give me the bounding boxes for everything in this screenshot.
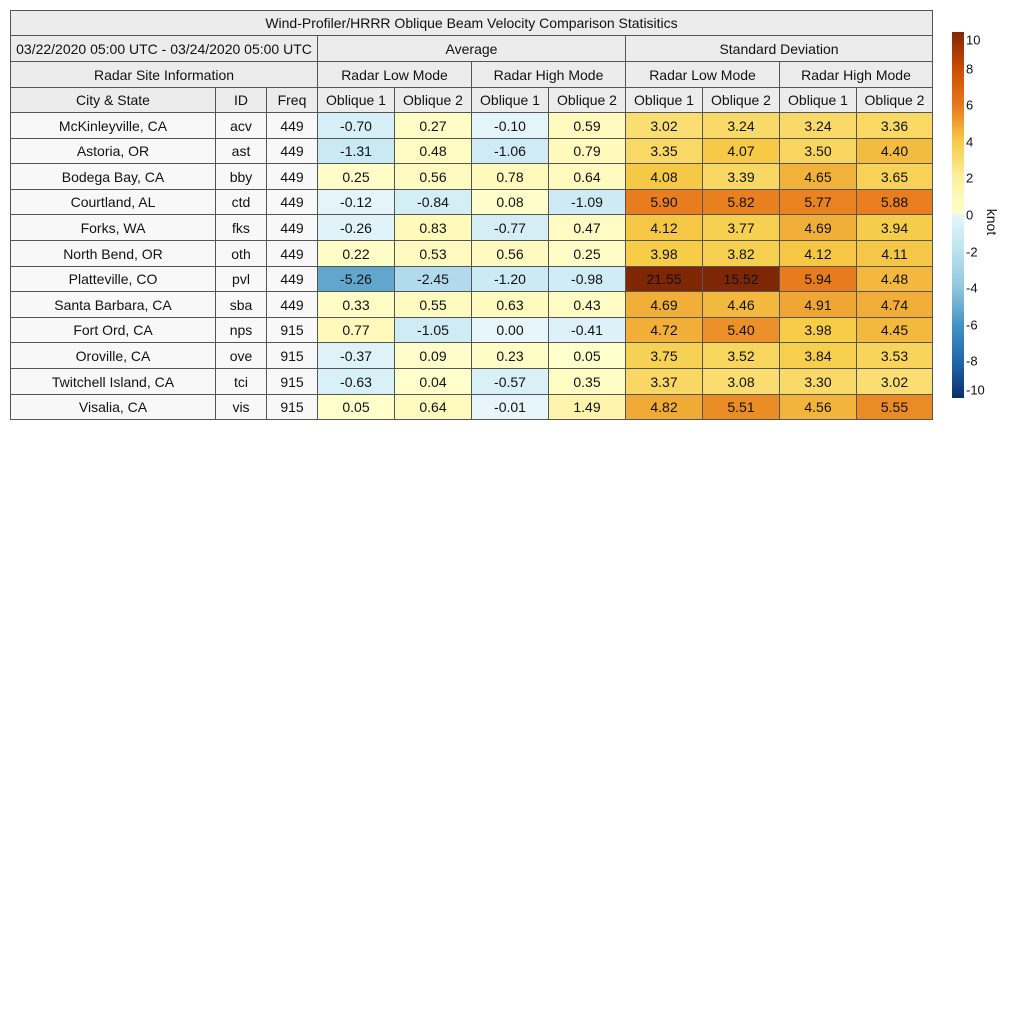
std-dev-value-cell: 4.12 xyxy=(625,214,703,241)
std-dev-value-cell: 5.94 xyxy=(779,266,857,292)
average-value-cell: 1.49 xyxy=(548,394,626,420)
column-header-oblique1: Oblique 1 xyxy=(625,87,703,113)
std-dev-value-cell: 4.69 xyxy=(779,214,857,241)
average-value-cell: 0.79 xyxy=(548,138,626,164)
std-dev-value-cell: 3.02 xyxy=(856,368,933,395)
average-value-cell: 0.05 xyxy=(317,394,395,420)
average-value-cell: -1.05 xyxy=(394,317,472,343)
std-dev-header: Standard Deviation xyxy=(625,35,933,62)
std-dev-value-cell: 3.35 xyxy=(625,138,703,164)
site-city-cell: Twitchell Island, CA xyxy=(10,368,216,395)
std-dev-value-cell: 4.74 xyxy=(856,291,933,318)
average-value-cell: -0.98 xyxy=(548,266,626,292)
colorbar-tick-label: 10 xyxy=(966,32,981,48)
colorbar-unit-label: knot xyxy=(984,208,1001,236)
site-freq-cell: 449 xyxy=(266,163,318,190)
std-dev-value-cell: 4.69 xyxy=(625,291,703,318)
std-dev-value-cell: 21.55 xyxy=(625,266,703,292)
std-dev-value-cell: 4.72 xyxy=(625,317,703,343)
average-value-cell: -0.41 xyxy=(548,317,626,343)
std-dev-value-cell: 3.50 xyxy=(779,138,857,164)
std-dev-value-cell: 5.77 xyxy=(779,189,857,215)
std-dev-value-cell: 5.40 xyxy=(702,317,780,343)
average-value-cell: -0.84 xyxy=(394,189,472,215)
site-id-cell: nps xyxy=(215,317,267,343)
std-dev-value-cell: 4.12 xyxy=(779,240,857,267)
average-value-cell: 0.55 xyxy=(394,291,472,318)
average-value-cell: 0.59 xyxy=(548,112,626,139)
site-freq-cell: 915 xyxy=(266,342,318,369)
average-value-cell: -1.31 xyxy=(317,138,395,164)
site-freq-cell: 915 xyxy=(266,394,318,420)
site-id-cell: ove xyxy=(215,342,267,369)
std-dev-value-cell: 3.36 xyxy=(856,112,933,139)
std-dev-value-cell: 3.75 xyxy=(625,342,703,369)
std-dev-value-cell: 3.39 xyxy=(702,163,780,190)
average-value-cell: 0.64 xyxy=(394,394,472,420)
average-value-cell: 0.25 xyxy=(317,163,395,190)
average-value-cell: -2.45 xyxy=(394,266,472,292)
site-city-cell: Courtland, AL xyxy=(10,189,216,215)
colorbar-tick-label: -4 xyxy=(966,280,978,296)
colorbar xyxy=(952,32,964,398)
std-dev-value-cell: 4.08 xyxy=(625,163,703,190)
average-value-cell: 0.09 xyxy=(394,342,472,369)
average-value-cell: -0.10 xyxy=(471,112,549,139)
std-dev-value-cell: 4.91 xyxy=(779,291,857,318)
average-value-cell: 0.83 xyxy=(394,214,472,241)
site-city-cell: North Bend, OR xyxy=(10,240,216,267)
site-city-cell: Bodega Bay, CA xyxy=(10,163,216,190)
std-dev-value-cell: 3.84 xyxy=(779,342,857,369)
std-dev-value-cell: 3.53 xyxy=(856,342,933,369)
site-freq-cell: 915 xyxy=(266,317,318,343)
average-value-cell: -0.37 xyxy=(317,342,395,369)
average-value-cell: 0.64 xyxy=(548,163,626,190)
average-value-cell: 0.23 xyxy=(471,342,549,369)
average-value-cell: -1.06 xyxy=(471,138,549,164)
average-value-cell: 0.08 xyxy=(471,189,549,215)
site-freq-cell: 449 xyxy=(266,240,318,267)
table-title: Wind-Profiler/HRRR Oblique Beam Velocity Comparison Statisitics xyxy=(10,10,933,36)
std-dev-value-cell: 3.98 xyxy=(625,240,703,267)
std-dev-value-cell: 3.98 xyxy=(779,317,857,343)
site-id-cell: ast xyxy=(215,138,267,164)
std-dev-value-cell: 3.77 xyxy=(702,214,780,241)
std-low-mode-header: Radar Low Mode xyxy=(625,61,780,88)
site-city-cell: Visalia, CA xyxy=(10,394,216,420)
std-dev-value-cell: 3.37 xyxy=(625,368,703,395)
colorbar-tick-label: 8 xyxy=(966,61,974,77)
average-header: Average xyxy=(317,35,626,62)
std-dev-value-cell: 5.88 xyxy=(856,189,933,215)
std-dev-value-cell: 3.82 xyxy=(702,240,780,267)
average-value-cell: 0.48 xyxy=(394,138,472,164)
average-value-cell: -5.26 xyxy=(317,266,395,292)
site-id-cell: sba xyxy=(215,291,267,318)
column-header-oblique1: Oblique 1 xyxy=(471,87,549,113)
std-dev-value-cell: 4.82 xyxy=(625,394,703,420)
std-dev-value-cell: 3.02 xyxy=(625,112,703,139)
colorbar-tick-label: -6 xyxy=(966,317,978,333)
site-city-cell: Oroville, CA xyxy=(10,342,216,369)
std-dev-value-cell: 4.40 xyxy=(856,138,933,164)
average-value-cell: 0.35 xyxy=(548,368,626,395)
column-header-oblique1: Oblique 1 xyxy=(317,87,395,113)
average-value-cell: -1.09 xyxy=(548,189,626,215)
std-dev-value-cell: 3.08 xyxy=(702,368,780,395)
site-city-cell: Platteville, CO xyxy=(10,266,216,292)
average-value-cell: 0.43 xyxy=(548,291,626,318)
std-dev-value-cell: 3.24 xyxy=(779,112,857,139)
std-dev-value-cell: 5.51 xyxy=(702,394,780,420)
site-freq-cell: 449 xyxy=(266,189,318,215)
std-dev-value-cell: 15.52 xyxy=(702,266,780,292)
site-id-cell: bby xyxy=(215,163,267,190)
average-value-cell: 0.78 xyxy=(471,163,549,190)
date-range: 03/22/2020 05:00 UTC - 03/24/2020 05:00 UTC xyxy=(10,35,318,62)
average-value-cell: -0.26 xyxy=(317,214,395,241)
column-header-oblique1: Oblique 1 xyxy=(779,87,857,113)
colorbar-tick-label: 6 xyxy=(966,97,974,113)
site-freq-cell: 449 xyxy=(266,138,318,164)
site-city-cell: Santa Barbara, CA xyxy=(10,291,216,318)
site-id-cell: tci xyxy=(215,368,267,395)
column-header-oblique2: Oblique 2 xyxy=(856,87,933,113)
site-info-header: Radar Site Information xyxy=(10,61,318,88)
column-header-oblique2: Oblique 2 xyxy=(394,87,472,113)
average-value-cell: 0.56 xyxy=(394,163,472,190)
std-dev-value-cell: 4.56 xyxy=(779,394,857,420)
site-city-cell: McKinleyville, CA xyxy=(10,112,216,139)
average-value-cell: -0.01 xyxy=(471,394,549,420)
std-dev-value-cell: 3.30 xyxy=(779,368,857,395)
std-dev-value-cell: 4.65 xyxy=(779,163,857,190)
freq-header: Freq xyxy=(266,87,318,113)
average-value-cell: -0.70 xyxy=(317,112,395,139)
site-city-cell: Fort Ord, CA xyxy=(10,317,216,343)
average-value-cell: -1.20 xyxy=(471,266,549,292)
average-value-cell: 0.22 xyxy=(317,240,395,267)
std-dev-value-cell: 5.82 xyxy=(702,189,780,215)
colorbar-tick-label: 4 xyxy=(966,134,974,150)
std-dev-value-cell: 3.94 xyxy=(856,214,933,241)
site-id-cell: ctd xyxy=(215,189,267,215)
site-id-cell: oth xyxy=(215,240,267,267)
column-header-oblique2: Oblique 2 xyxy=(548,87,626,113)
average-value-cell: -0.63 xyxy=(317,368,395,395)
site-id-cell: acv xyxy=(215,112,267,139)
colorbar-tick-label: 0 xyxy=(966,207,974,223)
avg-high-mode-header: Radar High Mode xyxy=(471,61,626,88)
average-value-cell: -0.57 xyxy=(471,368,549,395)
std-dev-value-cell: 4.07 xyxy=(702,138,780,164)
colorbar-tick-label: -2 xyxy=(966,244,978,260)
std-dev-value-cell: 4.48 xyxy=(856,266,933,292)
average-value-cell: 0.47 xyxy=(548,214,626,241)
average-value-cell: 0.00 xyxy=(471,317,549,343)
average-value-cell: 0.63 xyxy=(471,291,549,318)
site-freq-cell: 449 xyxy=(266,112,318,139)
city-state-header: City & State xyxy=(10,87,216,113)
average-value-cell: 0.33 xyxy=(317,291,395,318)
std-dev-value-cell: 4.46 xyxy=(702,291,780,318)
colorbar-tick-label: 2 xyxy=(966,170,974,186)
site-id-cell: vis xyxy=(215,394,267,420)
site-freq-cell: 449 xyxy=(266,291,318,318)
std-dev-value-cell: 5.55 xyxy=(856,394,933,420)
id-header: ID xyxy=(215,87,267,113)
std-dev-value-cell: 3.52 xyxy=(702,342,780,369)
site-id-cell: fks xyxy=(215,214,267,241)
site-freq-cell: 915 xyxy=(266,368,318,395)
average-value-cell: 0.05 xyxy=(548,342,626,369)
average-value-cell: -0.77 xyxy=(471,214,549,241)
average-value-cell: 0.53 xyxy=(394,240,472,267)
average-value-cell: 0.25 xyxy=(548,240,626,267)
std-dev-value-cell: 3.24 xyxy=(702,112,780,139)
std-dev-value-cell: 4.45 xyxy=(856,317,933,343)
average-value-cell: 0.77 xyxy=(317,317,395,343)
site-freq-cell: 449 xyxy=(266,266,318,292)
std-dev-value-cell: 5.90 xyxy=(625,189,703,215)
colorbar-tick-label: -8 xyxy=(966,353,978,369)
site-city-cell: Astoria, OR xyxy=(10,138,216,164)
std-dev-value-cell: 3.65 xyxy=(856,163,933,190)
average-value-cell: 0.04 xyxy=(394,368,472,395)
comparison-table xyxy=(10,10,932,420)
std-dev-value-cell: 4.11 xyxy=(856,240,933,267)
site-city-cell: Forks, WA xyxy=(10,214,216,241)
average-value-cell: -0.12 xyxy=(317,189,395,215)
avg-low-mode-header: Radar Low Mode xyxy=(317,61,472,88)
column-header-oblique2: Oblique 2 xyxy=(702,87,780,113)
colorbar-tick-label: -10 xyxy=(966,382,985,398)
site-id-cell: pvl xyxy=(215,266,267,292)
std-high-mode-header: Radar High Mode xyxy=(779,61,933,88)
average-value-cell: 0.27 xyxy=(394,112,472,139)
site-freq-cell: 449 xyxy=(266,214,318,241)
average-value-cell: 0.56 xyxy=(471,240,549,267)
